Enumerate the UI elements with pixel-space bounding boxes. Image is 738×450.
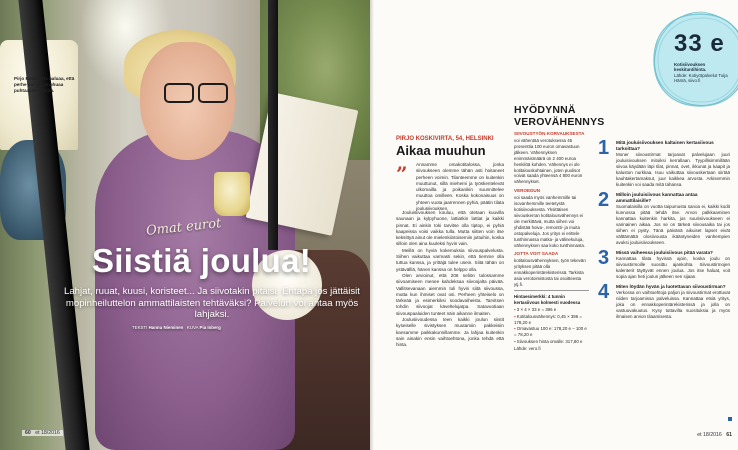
calc-line-text: Omavastuu 100 e: 178,20 e – 100 e = 78,20 e <box>514 326 587 338</box>
badge-scribble-image <box>650 10 738 110</box>
article-paragraph: Meillä on hyviä kokemuksia siivouspalvelusta. Siihen vaikuttaa varmasti sekin, että tiemme olla tuttua kanssa, ja yrittäjä tulee usein. Siitä tähän on ystävälllä, hänen kanssa on helppo olla. <box>396 247 504 272</box>
credits-text-name: Hannu Nieminen <box>148 325 184 330</box>
sidebar-sub-1: SIIVOUSTYÖN KORVAUKSESTA <box>514 131 585 136</box>
badge-amount: 33 e <box>674 30 725 57</box>
right-page <box>374 0 738 450</box>
qa-question: Milloin jouluisiivous kannattaa antaa ammattilaisille? <box>616 192 698 203</box>
qa-number: 1 <box>598 137 610 159</box>
qa-question: Mitä jouluisiivouksen kaltainen kertasiivous tarkoittaa? <box>616 140 714 151</box>
sidebar-title: HYÖDYNNÄ VEROVÄHENNYS <box>514 104 605 128</box>
credits-photo-label: KUVA <box>186 325 199 330</box>
credits-photo-name: Pia Inberg <box>199 325 221 330</box>
qa-column <box>598 137 730 324</box>
calc-line-text: 3 × 4 × 33 e = 396 e <box>516 306 557 312</box>
cane-image <box>268 0 278 250</box>
qa-question: Miten löydän hyvän ja luotettavan siivoustirman? <box>616 284 726 289</box>
qa-number: 4 <box>598 281 610 303</box>
photo-caption: Pirjo Koskivirta haluaa, että perhe voi keskeinhuaa puhtaassen kodin. <box>14 76 75 94</box>
section-kicker: Omat eurot <box>145 216 223 239</box>
issue-right: et 18/2016 <box>697 432 722 438</box>
badge-source: Lähde: Kotiyötpalvelut Tuija Hämä, siivo.fi <box>674 72 728 84</box>
calc-line-text: Kotitalousvähennys: 0,45 × 396 = 178,20 e <box>514 313 582 325</box>
calc-line: ▪ Omavastuu 100 e: 178,20 e – 100 e = 78,20 e <box>514 326 587 338</box>
article-byline: PIRJO KOSKIVIRTA, 54, HELSINKI <box>396 136 494 142</box>
sidebar-text-3: kotitalousvähennyksen, työn tekevän yrityksen pitää olla ennakkoperintärekisterissä. Tarkista asia verotoimistosta tai osoitteesta ytj.fi. <box>514 258 586 288</box>
qa-number: 3 <box>598 247 610 269</box>
qa-answer: Suomalaisilla on vuotta taipumusta sanoa ei, kaikki kodit kunnossa pitää tehdä itse. Arvon palkkaaminen kannattaa kuitenkin harkita, jos suurisiivoukseen ei varinainen aikaa. Jos se on tärkeä siivousaika tai jos siihen ei pysty. Tänä päivänä aikuiset lapset eivät välttämättä olosiivousta ikääntyneiden vanhempien avuksi jouluisiivoukseen. <box>616 204 730 245</box>
sidebar-sub-2: VEROEDUN <box>514 188 541 194</box>
article-paragraph: Olen arvioinut, että 206 neliön talossamme siivoamiseen menee kahdeksaa siivoojalta päivää. Vallitsevanaan aiemmin tuli hyvin siitä siivoussa, mutta kun ihmiset ovat osi. Perheen yhteiselo on tärkeää ja esimerkiksi soodavaiheista. Tarvitsen tohdin siivoojat käveltelujatpa. Satavuotiaan siivouspaaluiden tunteet näin aikanne ilmaiten. <box>396 272 504 316</box>
sidebar-divider <box>514 290 589 291</box>
headline: Siistiä joulua! <box>92 242 312 279</box>
deck: Lahjat, ruuat, kuusi, koristeet... Ja siivotakin pitäisi. Entäpä jos jättäisit mopinheiluttelon ammattilaisten tehtäväksi? Palvelun voi antaa myös lahjaksi. <box>64 286 360 321</box>
badge-title: Kotisiivouksen keskituntihinta. <box>674 62 707 73</box>
mug-image <box>214 172 250 216</box>
article-paragraph: Annamme omakotitalossa, jonka siivoukseen olemme tähän asti hoitaneet perheen voimin. Tilanteemme on kuitenkin muuttunut, sillä miehemi ja työskentelevät ulkomailla ja poikanikin suunnittelee muuttoa omilleen. Koska kokonaisuus on yhteen vuota jaarrennen pyhiä, päätin tilata joulusiivouksen. <box>416 162 504 212</box>
qa-item <box>598 281 730 320</box>
qa-answer: Moner siivoustirmat tarjoavat palvelujaan juuri jouluisivouksen mitoiksi kerrallaan. Tyypillisimmillään siivoa käydään läpi tilat, pinnat, ovet, ikkunat ja kaapit ja kaluston nurkkaa. Isuu vaikuttaa siivouskertaan siirtää kauhtakertamaksut, juur kaikkea arvosta. Arkisemmin kuitenkin voi saada mitä tahansa. <box>616 152 730 187</box>
credits-text-label: TEKSTI <box>132 325 148 330</box>
end-square-icon <box>728 417 732 421</box>
qa-item <box>598 247 730 280</box>
quote-mark: ” <box>396 162 408 186</box>
glasses-image <box>164 83 230 101</box>
article-column-body <box>396 210 504 349</box>
page-number-right: 61 <box>726 432 732 438</box>
calc-line: ▪ Siivouksen hinta omalle: 317,80 e <box>514 339 583 345</box>
calc-line-text: Siivouksen hinta omalle: 317,80 e <box>516 339 583 345</box>
qa-number: 2 <box>598 189 610 211</box>
qa-question: Missä vaiheessa jouluisiivous pitää varata? <box>616 250 713 255</box>
qa-item <box>598 137 730 188</box>
folio-right <box>697 432 732 438</box>
credits <box>132 325 221 330</box>
qa-item <box>598 189 730 246</box>
qa-answer: Verkossa on vaihtoehtoja paljon ja siivoustirmat erottuvat niiden tarjoamissa palveluissa. Kannattaa etsiä yritys, joka on ennakkoperintärekisterissä ja jolla on vastuuvakuutus. Kysy tuttavilta suosituksia ja myös ilmaisen arvion tilaamisesta. <box>616 290 730 319</box>
article-title: Aikaa muuhun <box>396 143 486 158</box>
qa-answer: Kannattaa tilata hyvissä ajoin, koska joulu on siivoustirmoille suosittu ajankohta. Siivoustirmojen kalenterit täyttyvät ennen joulua. Jos itse haluat, voit sopia ajan heti joulun jälkeen sen sijaan. <box>616 256 730 279</box>
tax-sidebar <box>514 104 605 352</box>
calc-line: ▪ 3 × 4 × 33 e = 396 e <box>514 306 557 312</box>
article-column-top <box>416 162 504 212</box>
article-paragraph: Joulusiivoudessa teen kaikki joulun siistit kyseiselle sivistyksen muutamiin pakkeisiin kansamme paikkakunnillamme. Ja lahjaa kuitenkin sain ainakin ensin vaihtoehtona, jonka tehdä että hinta. <box>396 317 504 348</box>
calc-source: Lähde: vero.fi <box>514 346 541 352</box>
issue-left: et 18/2016 <box>35 430 60 436</box>
sidebar-sub-3: JOTTA VOIT SAADA <box>514 251 559 257</box>
badge-text <box>674 62 732 84</box>
page-number-left: 60 <box>25 430 31 436</box>
folio-left <box>22 430 63 436</box>
sidebar-text-1: voi vähentää verotuksessa 45 prosenttia 100 euron omavastuun jälkeen. Vähennyksen enimmäismäärä on 2 400 euroa henkilöä kohden. Vähennys ei ole kotitalouskohtainen, joten puolisot voivat saada yhteensä 4 800 euron vähennykset. <box>514 138 583 185</box>
sidebar-text-2: voi saada myös vanhemmille tai isovanhemmille teetetystä kotisiivouksesta. Yksittäisen siivouskerran kotitalousvähennys ei ole merkittävä, mutta siihen voi yhdistää hoiva-, remontti- ja muita ostopalveluja. Jos yritys ei erittele tunthinnassa matka- ja välinekuluja, vähennyksen saa koko tunthinnasta. <box>514 195 586 248</box>
calc-line: ▪ Kotitalousvähennys: 0,45 × 396 = 178,20 e <box>514 313 582 325</box>
article-paragraph: Jouluisiivouksen kouluu, että otetaan kuuvilla saunaan ja kylpyhuone, lattiatkin lattiat ja kaikki pinnat. Ei ainkin toki tarvitse olla tiptop, ei pyhiä kaapeissa voisi vaikka tulla. Mutta siitten voin itse keksittyä ainut ole mielenkiintoisemiin juttuihin, koska silloin olen aina kuuleksi hyvin vain. <box>396 210 505 247</box>
calc-intro: Hintaesimerkki: 4 tunnin kertasiivous kolmesti vuodessa <box>514 293 581 305</box>
